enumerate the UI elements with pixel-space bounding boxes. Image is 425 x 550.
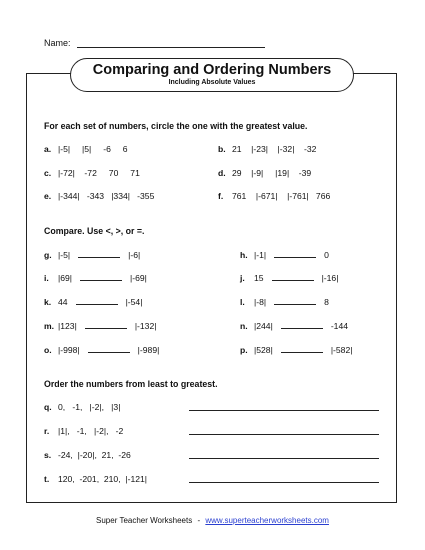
answer-blank[interactable] — [85, 321, 127, 329]
list-item[interactable]: c. |-72| -72 70 71 — [44, 168, 140, 178]
compare-item: l. |-8| 8 — [240, 297, 329, 307]
order-item: q. 0, -1, |-2|, |3| — [44, 402, 121, 412]
title-banner — [70, 58, 354, 92]
answer-blank[interactable] — [274, 250, 316, 258]
page-title: Comparing and Ordering Numbers — [92, 62, 332, 78]
section3-instruction: Order the numbers from least to greatest. — [44, 379, 218, 389]
answer-blank[interactable] — [274, 297, 316, 305]
section2-instruction: Compare. Use <, >, or =. — [44, 226, 145, 236]
footer — [0, 516, 425, 525]
answer-line[interactable] — [189, 458, 379, 459]
answer-blank[interactable] — [281, 345, 323, 353]
answer-blank[interactable] — [88, 345, 130, 353]
compare-item: g. |-5| |-6| — [44, 250, 141, 260]
compare-item: j. 15 |-16| — [240, 273, 339, 283]
footer-brand: Super Teacher Worksheets — [96, 516, 193, 525]
answer-blank[interactable] — [272, 273, 314, 281]
worksheet-frame — [26, 73, 397, 503]
footer-url-link[interactable]: www.superteacherworksheets.com — [205, 516, 329, 525]
list-item[interactable]: b. 21 |-23| |-32| -32 — [218, 144, 317, 154]
list-item[interactable]: a. |-5| |5| -6 6 — [44, 144, 128, 154]
answer-line[interactable] — [189, 410, 379, 411]
order-item: r. |1|, -1, |-2|, -2 — [44, 426, 124, 436]
name-label: Name: — [44, 38, 71, 48]
section1-instruction: For each set of numbers, circle the one with the greatest value. — [44, 121, 308, 131]
compare-item: o. |-998| |-989| — [44, 345, 160, 355]
compare-item: i. |69| |-69| — [44, 273, 147, 283]
compare-item: h. |-1| 0 — [240, 250, 329, 260]
footer-separator: - — [197, 516, 201, 525]
order-item: s. -24, |-20|, 21, -26 — [44, 450, 131, 460]
page-subtitle: Including Absolute Values — [168, 79, 256, 86]
list-item[interactable]: f. 761 |-671| |-761| 766 — [218, 191, 331, 201]
answer-blank[interactable] — [76, 297, 118, 305]
answer-blank[interactable] — [281, 321, 323, 329]
answer-line[interactable] — [189, 434, 379, 435]
name-field[interactable] — [77, 47, 265, 48]
compare-item: p. |528| |-582| — [240, 345, 353, 355]
list-item[interactable]: e. |-344| -343 |334| -355 — [44, 191, 155, 201]
order-item: t. 120, -201, 210, |-121| — [44, 474, 148, 484]
answer-line[interactable] — [189, 482, 379, 483]
answer-blank[interactable] — [78, 250, 120, 258]
list-item[interactable]: d. 29 |-9| |19| -39 — [218, 168, 312, 178]
compare-item: k. 44 |-54| — [44, 297, 143, 307]
answer-blank[interactable] — [80, 273, 122, 281]
compare-item: m. |123| |-132| — [44, 321, 157, 331]
compare-item: n. |244| -144 — [240, 321, 349, 331]
